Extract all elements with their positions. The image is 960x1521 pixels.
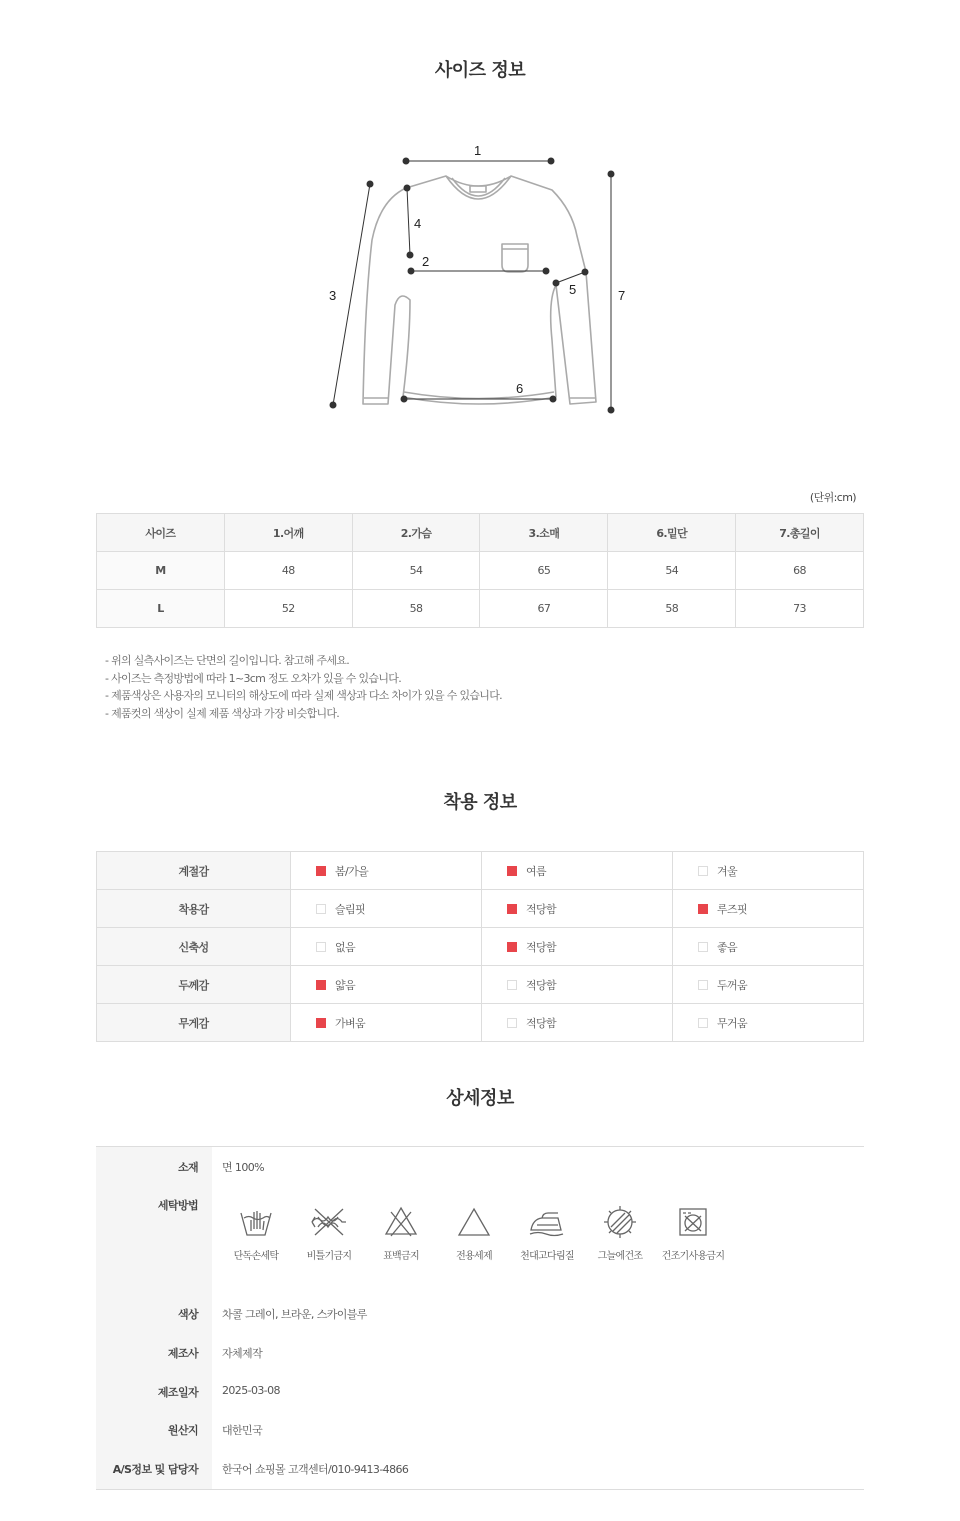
wash-label: 건조기사용금지 <box>661 1251 725 1262</box>
value-cell: 48 <box>224 552 352 590</box>
detail-value: 2025-03-08 <box>222 1384 280 1397</box>
fit-option-text: 좋음 <box>717 940 738 954</box>
fit-table <box>96 851 864 1042</box>
diagram-label-3: 3 <box>329 288 337 303</box>
size-info-title: 사이즈 정보 <box>434 60 526 81</box>
checkbox-icon <box>698 980 708 990</box>
size-table <box>96 513 864 628</box>
no-wring-icon <box>310 1203 348 1241</box>
checkbox-icon <box>507 866 517 876</box>
detail-label: 색상 <box>177 1308 198 1321</box>
wash-item <box>221 1203 291 1262</box>
shirt-measurement-diagram <box>300 130 660 430</box>
value-cell: 68 <box>736 552 864 590</box>
fit-row-label: 착용감 <box>97 890 291 928</box>
fit-option-text: 적당함 <box>526 940 557 954</box>
shirt-outline <box>363 176 596 404</box>
fit-option-text: 얇음 <box>335 978 356 992</box>
value-cell: 52 <box>224 590 352 628</box>
checkbox-icon <box>507 942 517 952</box>
detail-value: 한국어 쇼핑몰 고객센터/010-9413-4866 <box>222 1463 409 1476</box>
fit-row-label: 신축성 <box>97 928 291 966</box>
detail-label: 제조일자 <box>157 1386 198 1399</box>
fit-option <box>291 966 482 1004</box>
wash-item <box>512 1203 582 1262</box>
fit-option <box>482 1004 673 1042</box>
detail-value: 차콜 그레이, 브라운, 스카이블루 <box>222 1308 367 1321</box>
fit-option <box>673 1004 864 1042</box>
wash-item <box>366 1203 436 1262</box>
wash-label: 단독손세탁 <box>233 1251 279 1262</box>
fit-option-text: 없음 <box>335 940 356 954</box>
header-cell: 1.어깨 <box>224 514 352 552</box>
checkbox-icon <box>507 1018 517 1028</box>
fit-row <box>97 966 864 1004</box>
size-cell: M <box>97 552 225 590</box>
diagram-label-7: 7 <box>618 288 626 303</box>
detail-label: 제조사 <box>167 1347 198 1360</box>
diagram-label-6: 6 <box>516 381 524 396</box>
table-row <box>97 590 864 628</box>
checkbox-icon <box>507 980 517 990</box>
checkbox-icon <box>698 942 708 952</box>
unit-label: (단위:cm) <box>809 491 856 504</box>
fit-row <box>97 890 864 928</box>
checkbox-icon <box>507 904 517 914</box>
checkbox-icon <box>316 866 326 876</box>
fit-option-text: 여름 <box>526 864 547 878</box>
header-cell: 6.밑단 <box>608 514 736 552</box>
header-cell: 7.총길이 <box>736 514 864 552</box>
wash-label: 그늘에건조 <box>597 1251 643 1262</box>
fit-option <box>673 890 864 928</box>
iron-cloth-icon <box>528 1203 566 1241</box>
wash-item <box>658 1203 728 1262</box>
value-cell: 73 <box>736 590 864 628</box>
checkbox-icon <box>316 980 326 990</box>
table-row <box>97 552 864 590</box>
fit-option <box>291 890 482 928</box>
fit-option-text: 적당함 <box>526 1016 557 1030</box>
detail-label: 소재 <box>177 1161 198 1174</box>
checkbox-icon <box>698 866 708 876</box>
detergent-icon <box>455 1203 493 1241</box>
fit-option <box>291 928 482 966</box>
size-table-header <box>97 514 864 552</box>
shade-dry-icon <box>601 1203 639 1241</box>
no-dryer-icon <box>674 1203 712 1241</box>
wash-item <box>585 1203 655 1262</box>
wash-item <box>439 1203 509 1262</box>
fit-option <box>291 1004 482 1042</box>
value-cell: 54 <box>352 552 480 590</box>
fit-option-text: 두꺼움 <box>717 978 748 992</box>
fit-option <box>673 928 864 966</box>
fit-option <box>482 928 673 966</box>
fit-option <box>482 890 673 928</box>
diagram-label-2: 2 <box>422 254 430 269</box>
fit-option <box>482 966 673 1004</box>
diagram-label-1: 1 <box>474 143 482 158</box>
detail-label: 원산지 <box>167 1424 198 1437</box>
value-cell: 67 <box>480 590 608 628</box>
hand-wash-icon <box>237 1203 275 1241</box>
value-cell: 54 <box>608 552 736 590</box>
header-cell: 2.가슴 <box>352 514 480 552</box>
fit-option-text: 봄/가을 <box>335 864 369 878</box>
fit-option <box>291 852 482 890</box>
diagram-label-5: 5 <box>569 282 577 297</box>
value-cell: 58 <box>352 590 480 628</box>
fit-option-text: 적당함 <box>526 902 557 916</box>
checkbox-icon <box>698 1018 708 1028</box>
no-bleach-icon <box>382 1203 420 1241</box>
detail-value: 자체제작 <box>222 1347 263 1360</box>
detail-value: 면 100% <box>222 1161 264 1174</box>
note-line: - 사이즈는 측정방법에 따라 1~3cm 정도 오차가 있을 수 있습니다. <box>105 671 402 685</box>
wash-label: 천대고다림질 <box>520 1251 574 1262</box>
diagram-label-4: 4 <box>414 216 422 231</box>
checkbox-icon <box>316 904 326 914</box>
fit-option-text: 가벼움 <box>335 1016 366 1030</box>
fit-option-text: 겨울 <box>717 864 738 878</box>
wash-label: 비틀기금지 <box>306 1251 352 1262</box>
fit-option-text: 적당함 <box>526 978 557 992</box>
checkbox-icon <box>698 904 708 914</box>
fit-row <box>97 1004 864 1042</box>
note-line: - 제품색상은 사용자의 모니터의 해상도에 따라 실제 색상과 다소 차이가 있을 수 있습니다. <box>105 689 502 702</box>
header-cell: 3.소매 <box>480 514 608 552</box>
fit-option <box>482 852 673 890</box>
value-cell: 65 <box>480 552 608 590</box>
detail-label: A/S정보 및 담당자 <box>112 1463 198 1476</box>
fit-row-label: 두께감 <box>97 966 291 1004</box>
note-line: - 위의 실측사이즈는 단면의 길이입니다. 참고해 주세요. <box>105 654 350 667</box>
fit-row-label: 계절감 <box>97 852 291 890</box>
wash-label: 전용세제 <box>456 1251 492 1262</box>
wash-item <box>294 1203 364 1262</box>
fit-option-text: 루즈핏 <box>717 902 748 916</box>
size-notes <box>105 652 502 722</box>
size-cell: L <box>97 590 225 628</box>
detail-value: 대한민국 <box>222 1424 263 1437</box>
fit-row <box>97 928 864 966</box>
checkbox-icon <box>316 942 326 952</box>
fit-option-text: 슬림핏 <box>335 902 366 916</box>
fit-row <box>97 852 864 890</box>
fit-row-label: 무게감 <box>97 1004 291 1042</box>
detail-label: 세탁방법 <box>157 1199 198 1212</box>
wash-label: 표백금지 <box>383 1251 419 1262</box>
fit-option <box>673 966 864 1004</box>
fit-info-title: 착용 정보 <box>443 792 517 813</box>
header-cell: 사이즈 <box>97 514 225 552</box>
detail-table <box>96 1146 864 1490</box>
detail-info-title: 상세정보 <box>446 1088 514 1109</box>
note-line: - 제품컷의 색상이 실제 제품 색상과 가장 비슷합니다. <box>105 706 340 720</box>
fit-option <box>673 852 864 890</box>
fit-option-text: 무거움 <box>717 1016 748 1030</box>
checkbox-icon <box>316 1018 326 1028</box>
value-cell: 58 <box>608 590 736 628</box>
